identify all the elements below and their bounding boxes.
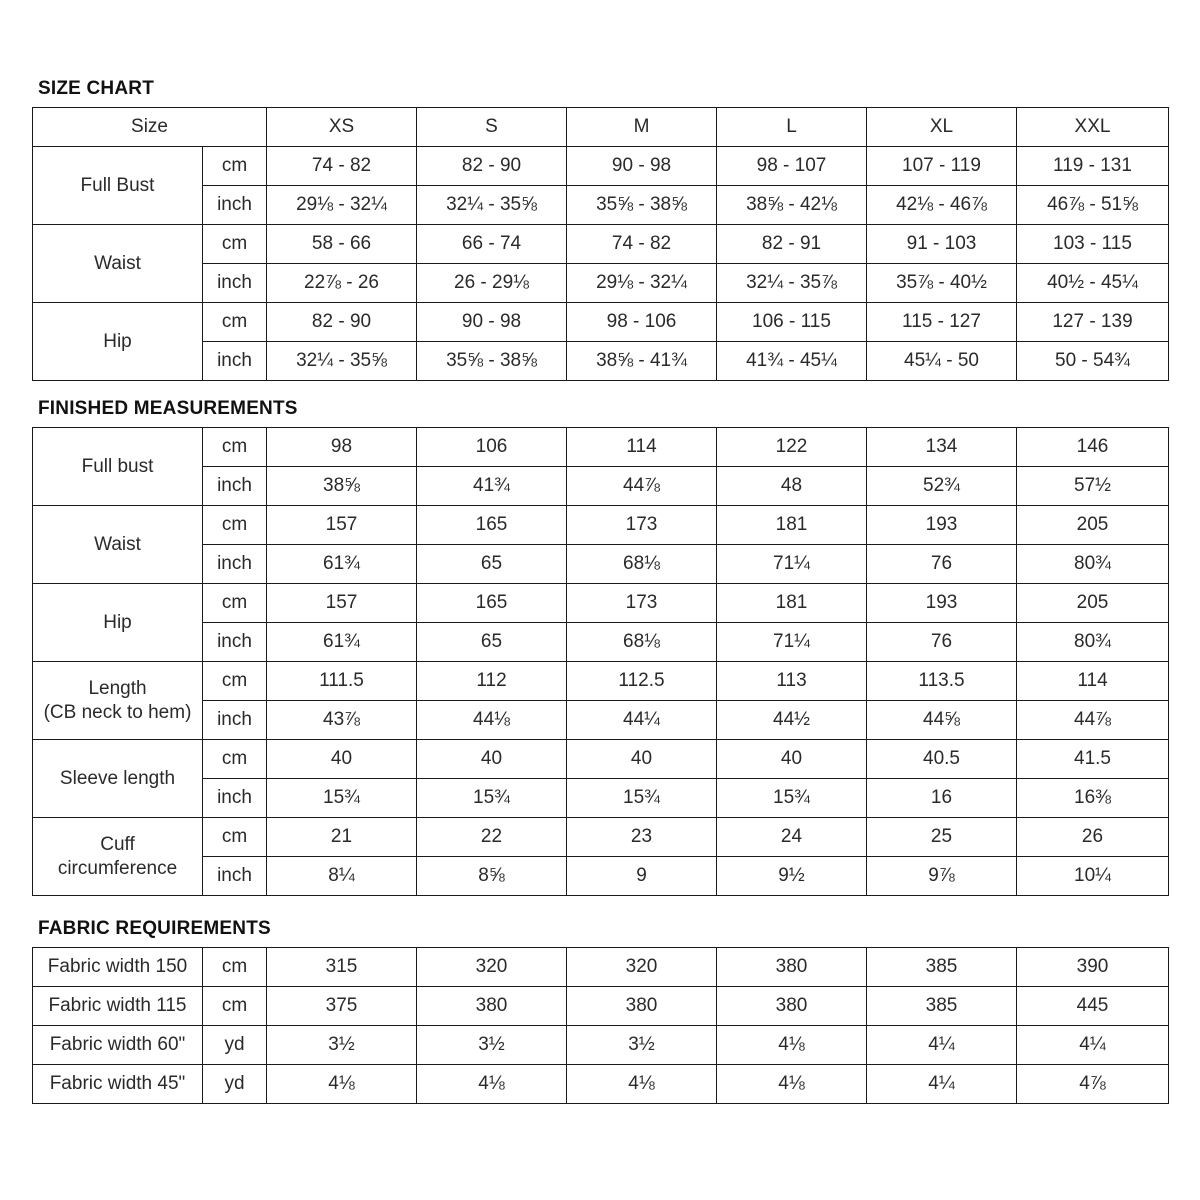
fabric-row — [33, 1026, 1169, 1065]
value-cell: 90 - 98 — [417, 303, 567, 342]
measurement-row — [33, 818, 1169, 857]
measurement-row — [33, 303, 1169, 342]
fabric-row — [33, 987, 1169, 1026]
value-cell: 80¾ — [1017, 545, 1169, 584]
value-cell: 385 — [867, 987, 1017, 1026]
measurement-label-line: Length — [88, 677, 147, 699]
value-cell: 98 — [267, 428, 417, 467]
value-cell: 181 — [717, 506, 867, 545]
unit-cell: inch — [203, 545, 267, 584]
value-cell: 42⅛ - 46⅞ — [867, 186, 1017, 225]
value-cell: 45¼ - 50 — [867, 342, 1017, 381]
measurement-row — [33, 186, 1169, 225]
value-cell: 380 — [417, 987, 567, 1026]
measurement-label — [33, 428, 203, 506]
value-cell: 173 — [567, 506, 717, 545]
fabric-label: Fabric width 60" — [33, 1026, 203, 1065]
unit-cell: cm — [203, 428, 267, 467]
value-cell: 24 — [717, 818, 867, 857]
measurement-label — [33, 662, 203, 740]
value-cell: 26 — [1017, 818, 1169, 857]
value-cell: 16 — [867, 779, 1017, 818]
value-cell: 165 — [417, 506, 567, 545]
measurement-label-line: Cuff — [100, 833, 135, 855]
fabric-requirements-table — [32, 947, 1169, 1104]
value-cell: 4¼ — [1017, 1026, 1169, 1065]
measurement-row — [33, 225, 1169, 264]
measurement-label: Waist — [33, 225, 203, 303]
value-cell: 21 — [267, 818, 417, 857]
size-chart-table — [32, 107, 1169, 381]
unit-cell: cm — [203, 584, 267, 623]
unit-cell: cm — [203, 147, 267, 186]
value-cell: 44⅞ — [567, 467, 717, 506]
value-cell: 35⅞ - 40½ — [867, 264, 1017, 303]
unit-cell: yd — [203, 1065, 267, 1104]
value-cell: 380 — [717, 987, 867, 1026]
value-cell: 112.5 — [567, 662, 717, 701]
value-cell: 445 — [1017, 987, 1169, 1026]
value-cell: 16⅜ — [1017, 779, 1169, 818]
value-cell: 3½ — [417, 1026, 567, 1065]
measurement-label-line: Waist — [94, 533, 141, 555]
value-cell: 43⅞ — [267, 701, 417, 740]
value-cell: 80¾ — [1017, 623, 1169, 662]
value-cell: 385 — [867, 948, 1017, 987]
value-cell: 38⅝ - 41¾ — [567, 342, 717, 381]
value-cell: 3½ — [567, 1026, 717, 1065]
unit-cell: cm — [203, 987, 267, 1026]
value-cell: 205 — [1017, 584, 1169, 623]
finished-measurements-title: FINISHED MEASUREMENTS — [38, 398, 298, 419]
fabric-row — [33, 1065, 1169, 1104]
value-cell: 29⅛ - 32¼ — [267, 186, 417, 225]
value-cell: 74 - 82 — [567, 225, 717, 264]
value-cell: 15¾ — [717, 779, 867, 818]
measurement-row — [33, 342, 1169, 381]
measurement-label-line: Hip — [103, 611, 132, 633]
unit-cell: inch — [203, 701, 267, 740]
value-cell: 91 - 103 — [867, 225, 1017, 264]
value-cell: 25 — [867, 818, 1017, 857]
fabric-requirements-title: FABRIC REQUIREMENTS — [38, 918, 271, 939]
unit-cell: cm — [203, 303, 267, 342]
value-cell: 173 — [567, 584, 717, 623]
value-cell: 44⅝ — [867, 701, 1017, 740]
value-cell: 3½ — [267, 1026, 417, 1065]
value-cell: 40 — [417, 740, 567, 779]
value-cell: 40 — [567, 740, 717, 779]
value-cell: 146 — [1017, 428, 1169, 467]
value-cell: 9 — [567, 857, 717, 896]
value-cell: 66 - 74 — [417, 225, 567, 264]
value-cell: 4¼ — [867, 1026, 1017, 1065]
value-cell: 68⅛ — [567, 623, 717, 662]
unit-cell: cm — [203, 948, 267, 987]
unit-cell: inch — [203, 264, 267, 303]
value-cell: 320 — [417, 948, 567, 987]
value-cell: 44½ — [717, 701, 867, 740]
value-cell: 46⅞ - 51⅝ — [1017, 186, 1169, 225]
value-cell: 157 — [267, 584, 417, 623]
unit-cell: cm — [203, 506, 267, 545]
value-cell: 107 - 119 — [867, 147, 1017, 186]
measurement-row — [33, 740, 1169, 779]
value-cell: 38⅝ - 42⅛ — [717, 186, 867, 225]
value-cell: 32¼ - 35⅝ — [267, 342, 417, 381]
value-cell: 22 — [417, 818, 567, 857]
value-cell: 390 — [1017, 948, 1169, 987]
measurement-label-line: Full bust — [81, 455, 154, 477]
value-cell: 23 — [567, 818, 717, 857]
value-cell: 165 — [417, 584, 567, 623]
value-cell: 112 — [417, 662, 567, 701]
measurement-row — [33, 147, 1169, 186]
measurement-row — [33, 545, 1169, 584]
value-cell: 61¾ — [267, 545, 417, 584]
value-cell: 127 - 139 — [1017, 303, 1169, 342]
measurement-label-line: (CB neck to hem) — [43, 701, 192, 723]
value-cell: 115 - 127 — [867, 303, 1017, 342]
measurement-label-line: circumference — [57, 857, 178, 879]
value-cell: 40.5 — [867, 740, 1017, 779]
value-cell: 48 — [717, 467, 867, 506]
value-cell: 82 - 91 — [717, 225, 867, 264]
value-cell: 71¼ — [717, 623, 867, 662]
unit-cell: cm — [203, 740, 267, 779]
value-cell: 82 - 90 — [267, 303, 417, 342]
value-cell: 41¾ - 45¼ — [717, 342, 867, 381]
value-cell: 40 — [267, 740, 417, 779]
measurement-row — [33, 467, 1169, 506]
value-cell: 8¼ — [267, 857, 417, 896]
unit-cell: inch — [203, 186, 267, 225]
unit-cell: yd — [203, 1026, 267, 1065]
value-cell: 106 — [417, 428, 567, 467]
value-cell: 380 — [567, 987, 717, 1026]
value-cell: 4¼ — [867, 1065, 1017, 1104]
unit-cell: inch — [203, 623, 267, 662]
size-header-cell: XXL — [1017, 108, 1169, 147]
value-cell: 98 - 107 — [717, 147, 867, 186]
unit-cell: inch — [203, 779, 267, 818]
value-cell: 320 — [567, 948, 717, 987]
unit-cell: cm — [203, 818, 267, 857]
value-cell: 15¾ — [567, 779, 717, 818]
value-cell: 35⅝ - 38⅝ — [417, 342, 567, 381]
measurement-label — [33, 740, 203, 818]
measurement-label: Full Bust — [33, 147, 203, 225]
fabric-label: Fabric width 115 — [33, 987, 203, 1026]
value-cell: 113 — [717, 662, 867, 701]
value-cell: 157 — [267, 506, 417, 545]
value-cell: 44¼ — [567, 701, 717, 740]
size-header-row — [33, 108, 1169, 147]
value-cell: 32¼ - 35⅝ — [417, 186, 567, 225]
value-cell: 76 — [867, 623, 1017, 662]
value-cell: 193 — [867, 584, 1017, 623]
measurement-row — [33, 264, 1169, 303]
value-cell: 76 — [867, 545, 1017, 584]
value-cell: 103 - 115 — [1017, 225, 1169, 264]
value-cell: 41¾ — [417, 467, 567, 506]
value-cell: 32¼ - 35⅞ — [717, 264, 867, 303]
fabric-label: Fabric width 150 — [33, 948, 203, 987]
value-cell: 29⅛ - 32¼ — [567, 264, 717, 303]
value-cell: 4⅛ — [567, 1065, 717, 1104]
unit-cell: cm — [203, 662, 267, 701]
value-cell: 22⅞ - 26 — [267, 264, 417, 303]
measurement-label-line: Sleeve length — [59, 767, 176, 789]
value-cell: 111.5 — [267, 662, 417, 701]
fabric-row — [33, 948, 1169, 987]
size-header-cell: M — [567, 108, 717, 147]
unit-cell: inch — [203, 857, 267, 896]
size-header-cell: XL — [867, 108, 1017, 147]
value-cell: 4⅛ — [417, 1065, 567, 1104]
value-cell: 134 — [867, 428, 1017, 467]
value-cell: 52¾ — [867, 467, 1017, 506]
measurement-label — [33, 506, 203, 584]
measurement-row — [33, 506, 1169, 545]
value-cell: 71¼ — [717, 545, 867, 584]
value-cell: 35⅝ - 38⅝ — [567, 186, 717, 225]
finished-measurements-table — [32, 427, 1169, 896]
measurement-label — [33, 818, 203, 896]
measurement-row — [33, 584, 1169, 623]
value-cell: 193 — [867, 506, 1017, 545]
measurement-row — [33, 701, 1169, 740]
unit-cell: inch — [203, 342, 267, 381]
measurement-row — [33, 857, 1169, 896]
value-cell: 98 - 106 — [567, 303, 717, 342]
value-cell: 61¾ — [267, 623, 417, 662]
size-header-cell: L — [717, 108, 867, 147]
value-cell: 375 — [267, 987, 417, 1026]
value-cell: 122 — [717, 428, 867, 467]
size-header-cell: S — [417, 108, 567, 147]
measurement-row — [33, 779, 1169, 818]
value-cell: 205 — [1017, 506, 1169, 545]
value-cell: 65 — [417, 623, 567, 662]
value-cell: 65 — [417, 545, 567, 584]
value-cell: 58 - 66 — [267, 225, 417, 264]
value-cell: 380 — [717, 948, 867, 987]
value-cell: 44⅛ — [417, 701, 567, 740]
value-cell: 82 - 90 — [417, 147, 567, 186]
value-cell: 15¾ — [417, 779, 567, 818]
measurement-label — [33, 584, 203, 662]
value-cell: 15¾ — [267, 779, 417, 818]
value-cell: 9½ — [717, 857, 867, 896]
value-cell: 8⅝ — [417, 857, 567, 896]
value-cell: 40½ - 45¼ — [1017, 264, 1169, 303]
value-cell: 68⅛ — [567, 545, 717, 584]
size-chart-title: SIZE CHART — [38, 78, 154, 99]
value-cell: 114 — [567, 428, 717, 467]
value-cell: 38⅝ — [267, 467, 417, 506]
measurement-row — [33, 662, 1169, 701]
size-header-cell: XS — [267, 108, 417, 147]
value-cell: 9⅞ — [867, 857, 1017, 896]
value-cell: 106 - 115 — [717, 303, 867, 342]
value-cell: 41.5 — [1017, 740, 1169, 779]
value-cell: 114 — [1017, 662, 1169, 701]
value-cell: 10¼ — [1017, 857, 1169, 896]
value-cell: 119 - 131 — [1017, 147, 1169, 186]
value-cell: 4⅛ — [717, 1065, 867, 1104]
value-cell: 113.5 — [867, 662, 1017, 701]
value-cell: 181 — [717, 584, 867, 623]
unit-cell: cm — [203, 225, 267, 264]
value-cell: 40 — [717, 740, 867, 779]
measurement-row — [33, 623, 1169, 662]
value-cell: 315 — [267, 948, 417, 987]
value-cell: 90 - 98 — [567, 147, 717, 186]
fabric-label: Fabric width 45" — [33, 1065, 203, 1104]
value-cell: 4⅛ — [267, 1065, 417, 1104]
size-header-label: Size — [33, 108, 267, 147]
value-cell: 26 - 29⅛ — [417, 264, 567, 303]
value-cell: 57½ — [1017, 467, 1169, 506]
value-cell: 4⅛ — [717, 1026, 867, 1065]
value-cell: 74 - 82 — [267, 147, 417, 186]
measurement-label: Hip — [33, 303, 203, 381]
value-cell: 4⅞ — [1017, 1065, 1169, 1104]
unit-cell: inch — [203, 467, 267, 506]
measurement-row — [33, 428, 1169, 467]
value-cell: 50 - 54¾ — [1017, 342, 1169, 381]
value-cell: 44⅞ — [1017, 701, 1169, 740]
